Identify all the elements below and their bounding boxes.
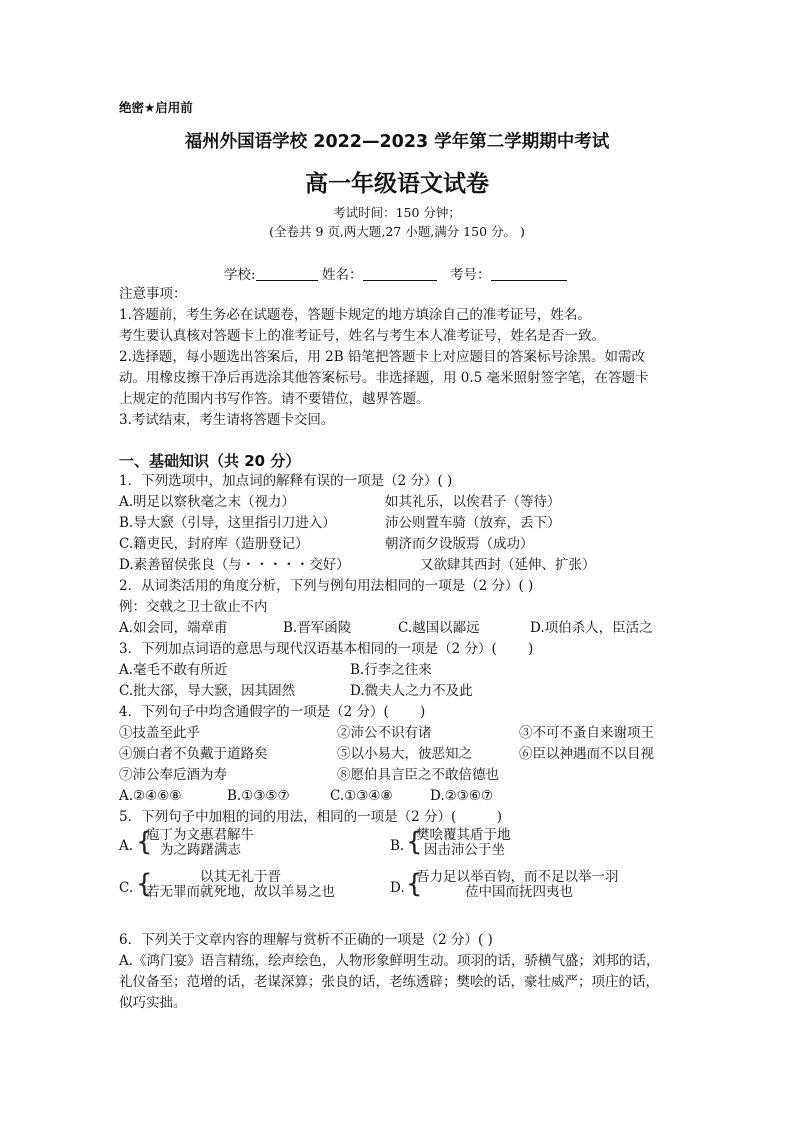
- question-1-stem: 1．下列选项中，加点词的解释有误的一项是（2 分）( ): [119, 473, 453, 489]
- note-line: 2.选择题，每小题选出答案后，用 2B 铅笔把答题卡上对应题目的答案标号涂黑。如需改: [119, 349, 645, 365]
- q2-example: 例：交戟之卫士欲止不内: [119, 599, 268, 615]
- brace-icon: {: [406, 827, 423, 857]
- number-blank[interactable]: [491, 266, 567, 281]
- q4-option-c: C.①③④⑧: [330, 788, 393, 804]
- q6-option-a-line: A.《鸿门宴》语言精练，绘声绘色，人物形象鲜明生动。项羽的话，骄横气盛；刘邦的话，: [119, 953, 660, 969]
- q1-option-b-1: B.导大窾（引导，这里指引刀进入）: [119, 515, 336, 531]
- q5-option-a-letter: A.: [119, 838, 134, 854]
- q3-option-a: A.毫毛不敢有所近: [119, 662, 228, 678]
- note-line: 1.答题前，考生务必在试题卷，答题卡规定的地方填涂自己的准考证号，姓名。: [119, 307, 591, 323]
- q4-option-a: A.②④⑥⑧: [119, 788, 182, 804]
- q1-option-b-2: 沛公则置车骑（放弃，丢下）: [385, 515, 561, 531]
- q6-option-a-line: 似巧实拙。: [119, 995, 187, 1011]
- name-field[interactable]: [322, 263, 437, 283]
- confidential-label: 绝密★启用前: [119, 100, 193, 115]
- q1-option-a-1: A.明足以察秋毫之末（视力）: [119, 494, 296, 510]
- school-label: 学校:: [224, 267, 256, 283]
- q4-item: ④颁白者不负戴于道路矣: [119, 746, 268, 762]
- q1-option-d-2: 又欲肆其西封（延伸、扩张）: [420, 557, 596, 573]
- school-blank[interactable]: [256, 266, 318, 281]
- number-label: 考号：: [450, 267, 491, 283]
- q4-item: ②沛公不识有诸: [337, 725, 432, 741]
- q4-item: ⑤以小易大，彼恶知之: [337, 746, 472, 762]
- q4-item: ③不可不蚤自来谢项王: [519, 725, 654, 741]
- q5-option-b-line1: 樊哙覆其盾于地: [416, 827, 511, 843]
- q2-option-a: A.如会同，端章甫: [119, 620, 228, 636]
- q2-option-b: B.晋军函陵: [283, 620, 352, 636]
- note-line: 3.考试结束，考生请将答题卡交回。: [119, 412, 335, 428]
- section-heading: 一、基础知识（共 20 分）: [119, 452, 301, 470]
- q4-item: ⑦沛公奉卮酒为寿: [119, 767, 227, 783]
- q1-option-c-1: C.籍吏民，封府库（造册登记）: [119, 536, 309, 552]
- q5-option-c-letter: C.: [119, 880, 134, 896]
- q4-option-d: D.②③⑥⑦: [430, 788, 494, 804]
- q4-option-b: B.①③⑤⑦: [227, 788, 290, 804]
- q4-item: ⑧愿伯具言臣之不敢倍德也: [337, 767, 499, 783]
- question-4-stem: 4．下列句子中均含通假字的一项是（2 分）( ): [119, 704, 426, 720]
- q2-option-d: D.项伯杀人，臣活之: [530, 620, 653, 636]
- school-field[interactable]: [224, 263, 318, 283]
- q2-option-c: C.越国以鄙远: [398, 620, 480, 636]
- q1-option-d-1: D.素善留侯张良（与・・・・・交好）: [119, 557, 350, 573]
- number-field[interactable]: [450, 263, 567, 283]
- q5-option-d-line1: 吾力足以举百钧，而不足以举一羽: [416, 869, 619, 885]
- brace-icon: {: [136, 869, 153, 899]
- q5-option-c-line2: 若无罪而就死地，故以羊易之也: [146, 884, 335, 900]
- notes-heading: 注意事项：: [119, 286, 187, 302]
- paper-title: 高一年级语文试卷: [305, 171, 489, 197]
- q1-option-a-2: 如其礼乐，以俟君子（等待）: [385, 494, 561, 510]
- q6-option-a-line: 礼仪备至；范增的话，老谋深算；张良的话，老练透辟；樊哙的话，豪壮威严；项庄的话，: [119, 974, 659, 990]
- question-3-stem: 3．下列加点词语的意思与现代汉语基本相同的一项是（2 分）( ): [119, 641, 534, 657]
- school-exam-title: 福州外国语学校 2022—2023 学年第二学期期中考试: [184, 132, 610, 152]
- q3-option-c: C.批大郤，导大窾，因其固然: [119, 683, 296, 699]
- question-5-stem: 5．下列句子中加粗的词的用法，相同的一项是（2 分）( ): [119, 809, 503, 825]
- exam-time: 考试时间：150 分钟；: [333, 205, 461, 220]
- brace-icon: {: [406, 869, 423, 899]
- q5-option-b-letter: B.: [390, 838, 405, 854]
- note-line: 考生要认真核对答题卡上的准考证号，姓名与考生本人准考证号，姓名是否一致。: [119, 328, 605, 344]
- q5-option-c-line1: 以其无礼于晋: [200, 869, 281, 885]
- brace-icon: {: [136, 827, 153, 857]
- q5-option-a-line1: 庖丁为文惠君解牛: [146, 827, 254, 843]
- note-line: 上规定的范围内书写作答。请不要错位，越界答题。: [119, 391, 430, 407]
- q5-option-a-line2: 为之踌躇满志: [160, 842, 241, 858]
- q4-item: ⑥臣以神遇而不以目视: [519, 746, 654, 762]
- question-6-stem: 6．下列关于文章内容的理解与赏析不正确的一项是（2 分）( ): [119, 932, 493, 948]
- note-line: 动。用橡皮擦干净后再选涂其他答案标号。非选择题，用 0.5 毫米照射签字笔，在答题卡: [119, 370, 649, 386]
- name-label: 姓名：: [322, 267, 363, 283]
- q3-option-d: D.微夫人之力不及此: [350, 683, 473, 699]
- question-2-stem: 2．从词类活用的角度分析，下列与例句用法相同的一项是（2 分）( ): [119, 578, 534, 594]
- q5-option-b-line2: 因击沛公于坐: [424, 842, 505, 858]
- q4-item: ①技盖至此乎: [119, 725, 200, 741]
- exam-scope: (全卷共 9 页,两大题,27 小题,满分 150 分。 ): [269, 224, 525, 239]
- q5-option-d-letter: D.: [390, 880, 405, 896]
- q3-option-b: B.行李之往来: [350, 662, 432, 678]
- name-blank[interactable]: [363, 266, 437, 281]
- q5-option-d-line2: 莅中国而抚四夷也: [465, 884, 573, 900]
- q1-option-c-2: 朝济而夕设版焉（成功）: [385, 536, 534, 552]
